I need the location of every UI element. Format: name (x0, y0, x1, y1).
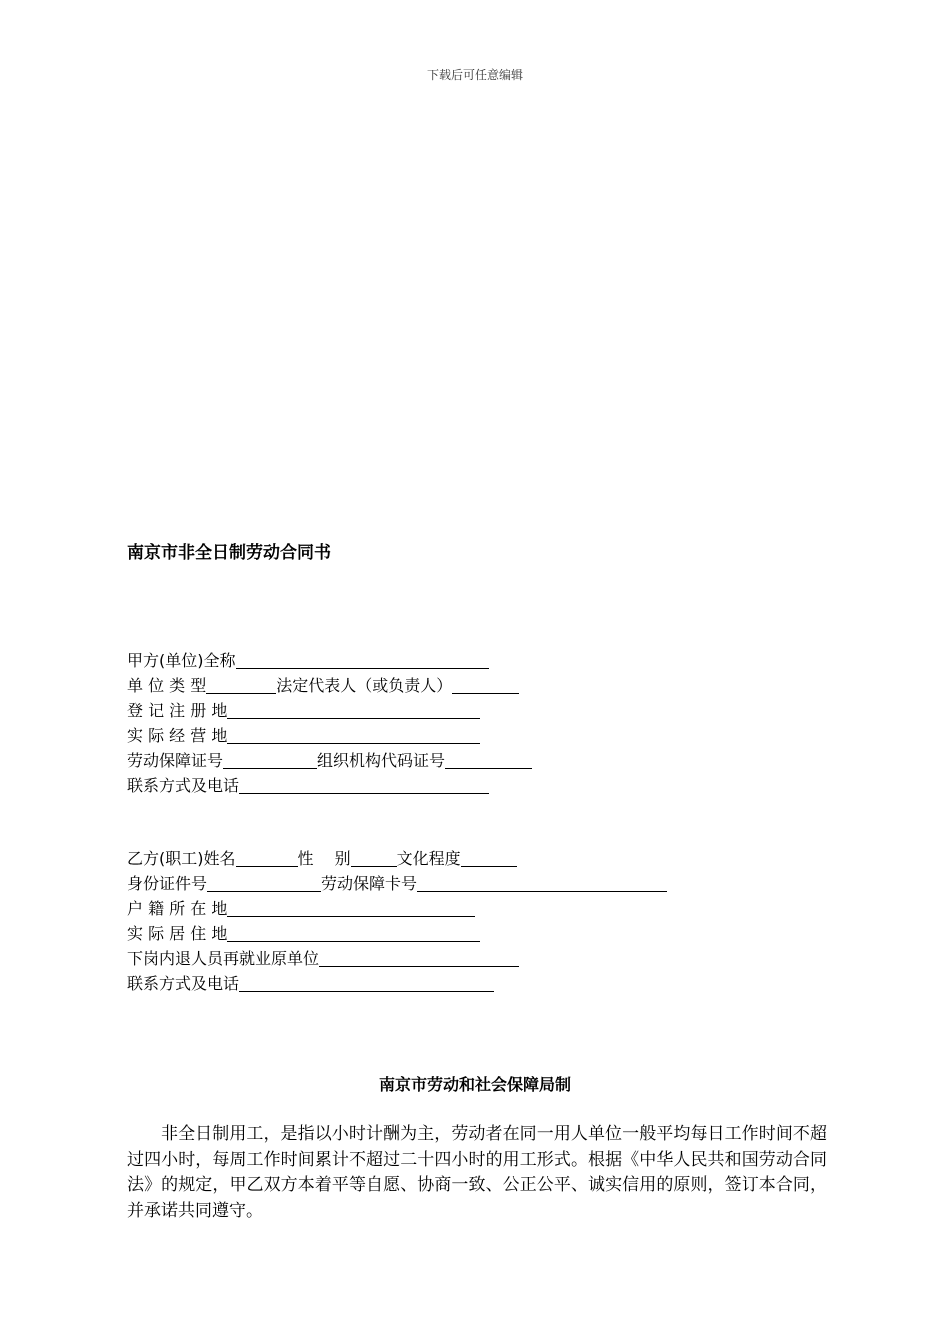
party-b-gender-label: 性 别 (297, 849, 351, 868)
party-a-legal-rep-blank[interactable] (452, 675, 519, 694)
party-b-name-blank[interactable] (236, 848, 298, 867)
document-title: 南京市非全日制劳动合同书 (127, 543, 331, 563)
party-b-household-address-line (127, 896, 667, 921)
party-a-labor-security-cert-label: 劳动保障证号 (127, 751, 224, 770)
party-a-business-address-line (127, 723, 532, 748)
party-a-unit-type-line (127, 673, 532, 698)
party-b-residence-address-blank[interactable] (227, 923, 480, 942)
party-b-labor-card-blank[interactable] (417, 873, 667, 892)
party-b-section (127, 846, 667, 996)
party-a-unit-type-blank[interactable] (206, 675, 276, 694)
preamble-paragraph: 非全日制用工，是指以小时计酬为主，劳动者在同一用人单位一般平均每日工作时间不超过四小时，每周工作时间累计不超过二十四小时的用工形式。根据《中华人民共和国劳动合同法》的规定，甲乙双方本着平等自愿、协商一致、公正公平、诚实信用的原则，签订本合同，并承诺共同遵守。 (127, 1124, 827, 1221)
party-a-org-code-label: 组织机构代码证号 (317, 751, 446, 770)
party-a-unit-type-label: 单 位 类 型 (127, 676, 207, 695)
party-a-org-code-blank[interactable] (445, 750, 532, 769)
party-b-contact-blank[interactable] (239, 973, 494, 992)
party-a-full-name-label: 甲方(单位)全称 (127, 651, 236, 670)
party-a-contact-blank[interactable] (239, 775, 489, 794)
party-a-cert-line (127, 748, 532, 773)
party-b-id-number-label: 身份证件号 (127, 874, 208, 893)
party-a-full-name-line (127, 648, 532, 673)
party-b-reemployment-label: 下岗内退人员再就业原单位 (127, 949, 320, 968)
party-a-registered-address-line (127, 698, 532, 723)
issuer-line: 南京市劳动和社会保障局制 (378, 1075, 571, 1094)
party-a-registered-address-label: 登 记 注 册 地 (127, 701, 228, 720)
party-b-residence-address-line (127, 921, 667, 946)
party-a-labor-security-cert-blank[interactable] (223, 750, 317, 769)
party-a-registered-address-blank[interactable] (227, 700, 480, 719)
party-a-business-address-label: 实 际 经 营 地 (127, 726, 228, 745)
party-b-education-label: 文化程度 (396, 849, 461, 868)
party-b-residence-address-label: 实 际 居 住 地 (127, 924, 228, 943)
party-b-name-line (127, 846, 667, 871)
party-b-id-line (127, 871, 667, 896)
party-a-legal-rep-label: 法定代表人（或负责人） (276, 676, 453, 695)
party-b-education-blank[interactable] (461, 848, 517, 867)
party-b-reemployment-line (127, 946, 667, 971)
party-b-name-label: 乙方(职工)姓名 (127, 849, 236, 868)
party-a-contact-label: 联系方式及电话 (127, 776, 240, 795)
party-a-contact-line (127, 773, 532, 798)
party-b-gender-blank[interactable] (351, 848, 397, 867)
party-a-full-name-blank[interactable] (236, 650, 489, 669)
party-b-reemployment-blank[interactable] (319, 948, 519, 967)
party-b-id-number-blank[interactable] (207, 873, 321, 892)
party-b-household-address-label: 户 籍 所 在 地 (127, 899, 228, 918)
party-b-labor-card-label: 劳动保障卡号 (321, 874, 418, 893)
party-b-household-address-blank[interactable] (227, 898, 475, 917)
party-a-business-address-blank[interactable] (227, 725, 480, 744)
party-b-contact-label: 联系方式及电话 (127, 974, 240, 993)
header-note: 下载后可任意编辑 (426, 68, 523, 82)
party-b-contact-line (127, 971, 667, 996)
party-a-section (127, 648, 532, 798)
